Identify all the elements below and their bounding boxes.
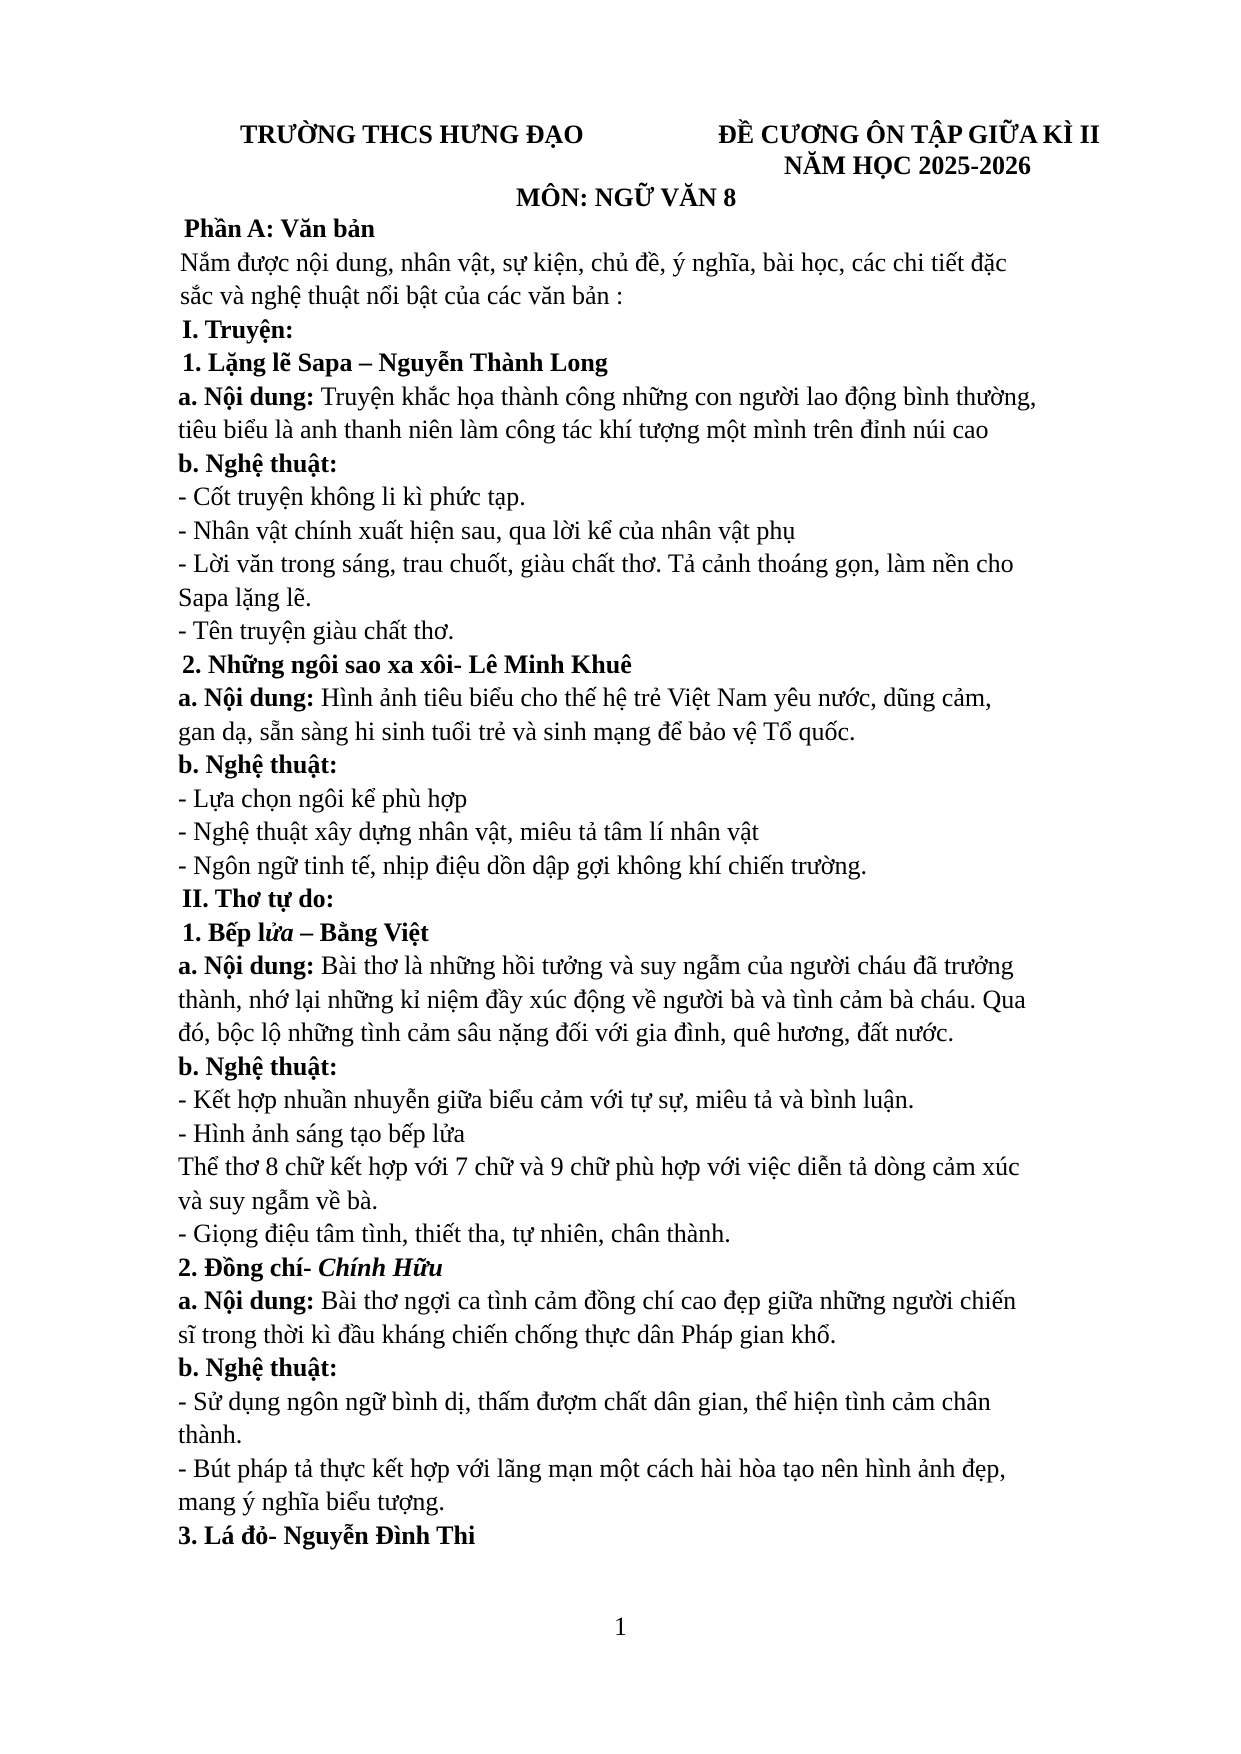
bullet-line: và suy ngẫm về bà. — [178, 1185, 379, 1215]
bullet-line: - Cốt truyện không li kì phức tạp. — [178, 482, 526, 511]
work-title-part: Chính Hữu — [318, 1252, 443, 1282]
bullet-line: - Lựa chọn ngôi kể phù hợp — [178, 783, 468, 813]
work-title: 1. Lặng lẽ Sapa – Nguyễn Thành Long — [182, 348, 608, 377]
bullet-line: - Nhân vật chính xuất hiện sau, qua lời kể của nhân vật phụ — [178, 515, 796, 545]
bullet-line: - Hình ảnh sáng tạo bếp lửa — [178, 1118, 466, 1148]
bullet-line: Sapa lặng lẽ. — [178, 582, 312, 612]
document-title: ĐỀ CƯƠNG ÔN TẬP GIỮA KÌ II — [718, 120, 1100, 149]
bullet-line: - Giọng điệu tâm tình, thiết tha, tự nhiên, chân thành. — [178, 1219, 731, 1248]
bullet-line: - Kết hợp nhuần nhuyễn giữa biểu cảm với tự sự, miêu tả và bình luận. — [178, 1085, 915, 1114]
content-line — [178, 949, 1138, 983]
content-line — [178, 380, 1138, 414]
art-label: b. Nghệ thuật: — [178, 750, 338, 779]
content-label: a. Nội dung: — [178, 951, 315, 980]
bullet-line: Thể thơ 8 chữ kết hợp với 7 chữ và 9 chữ phù hợp với việc diễn tả dòng cảm xúc — [178, 1152, 1020, 1181]
work-title — [178, 1251, 1138, 1285]
content-label: a. Nội dung: — [178, 683, 315, 712]
content-text: Bài thơ ngợi ca tình cảm đồng chí cao đẹp giữa những người chiến — [314, 1286, 1017, 1315]
content-text: Bài thơ là những hồi tưởng và suy ngẫm của người cháu đã trưởng — [314, 951, 1014, 980]
work-title-part: 1. Bếp l — [182, 917, 266, 947]
bullet-line: - Ngôn ngữ tinh tế, nhịp điệu dồn dập gợi không khí chiến trường. — [178, 850, 867, 880]
work-title-part: ửa — [265, 917, 294, 947]
intro-line: sắc và nghệ thuật nổi bật của các văn bản : — [180, 281, 624, 310]
content-line: thành, nhớ lại những kỉ niệm đầy xúc động về người bà và tình cảm bà cháu. Qua — [178, 984, 1026, 1014]
art-label: b. Nghệ thuật: — [178, 1051, 338, 1081]
work-title-part: – Bằng Việt — [293, 917, 429, 947]
content-line — [178, 1284, 1138, 1318]
bullet-line: - Nghệ thuật xây dựng nhân vật, miêu tả tâm lí nhân vật — [178, 817, 759, 846]
work-title: 3. Lá đỏ- Nguyễn Đình Thi — [178, 1520, 476, 1550]
work-title-part: 2. Đồng chí- — [178, 1252, 319, 1282]
bullet-line: - Bút pháp tả thực kết hợp với lãng mạn một cách hài hòa tạo nên hình ảnh đẹp, — [178, 1453, 1006, 1483]
content-label: a. Nội dung: — [178, 381, 315, 411]
section-heading: II. Thơ tự do: — [182, 884, 335, 913]
content-label: a. Nội dung: — [178, 1286, 315, 1315]
intro-line: Nắm được nội dung, nhân vật, sự kiện, chủ đề, ý nghĩa, bài học, các chi tiết đặc — [180, 247, 1007, 277]
content-line: sĩ trong thời kì đầu kháng chiến chống thực dân Pháp gian khổ. — [178, 1319, 837, 1349]
school-name: TRƯỜNG THCS HƯNG ĐẠO — [240, 120, 584, 149]
content-line: đó, bộc lộ những tình cảm sâu nặng đối với gia đình, quê hương, đất nước. — [178, 1018, 955, 1047]
work-title — [182, 916, 1138, 950]
school-year: NĂM HỌC 2025-2026 — [784, 151, 1031, 180]
bullet-line: - Tên truyện giàu chất thơ. — [178, 616, 455, 645]
bullet-line: mang ý nghĩa biểu tượng. — [178, 1487, 445, 1516]
content-line: tiêu biểu là anh thanh niên làm công tác khí tượng một mình trên đỉnh núi cao — [178, 415, 989, 444]
content-line: gan dạ, sẵn sàng hi sinh tuổi trẻ và sinh mạng để bảo vệ Tổ quốc. — [178, 716, 856, 746]
work-title: 2. Những ngôi sao xa xôi- Lê Minh Khuê — [182, 649, 632, 679]
document-body — [178, 212, 1138, 1552]
subject-title: MÔN: NGỮ VĂN 8 — [516, 183, 737, 212]
bullet-line: thành. — [178, 1420, 243, 1449]
art-label: b. Nghệ thuật: — [178, 448, 338, 478]
page-number: 1 — [614, 1612, 627, 1641]
part-a-heading: Phần A: Văn bản — [184, 214, 375, 243]
bullet-line: - Sử dụng ngôn ngữ bình dị, thấm đượm chất dân gian, thể hiện tình cảm chân — [178, 1386, 991, 1416]
content-text: Truyện khắc họa thành công những con người lao động bình thường, — [314, 381, 1037, 411]
section-heading: I. Truyện: — [182, 314, 294, 344]
content-text: Hình ảnh tiêu biểu cho thế hệ trẻ Việt Nam yêu nước, dũng cảm, — [314, 683, 992, 712]
art-label: b. Nghệ thuật: — [178, 1353, 338, 1382]
content-line — [178, 681, 1138, 715]
bullet-line: - Lời văn trong sáng, trau chuốt, giàu chất thơ. Tả cảnh thoáng gọn, làm nền cho — [178, 549, 1014, 578]
